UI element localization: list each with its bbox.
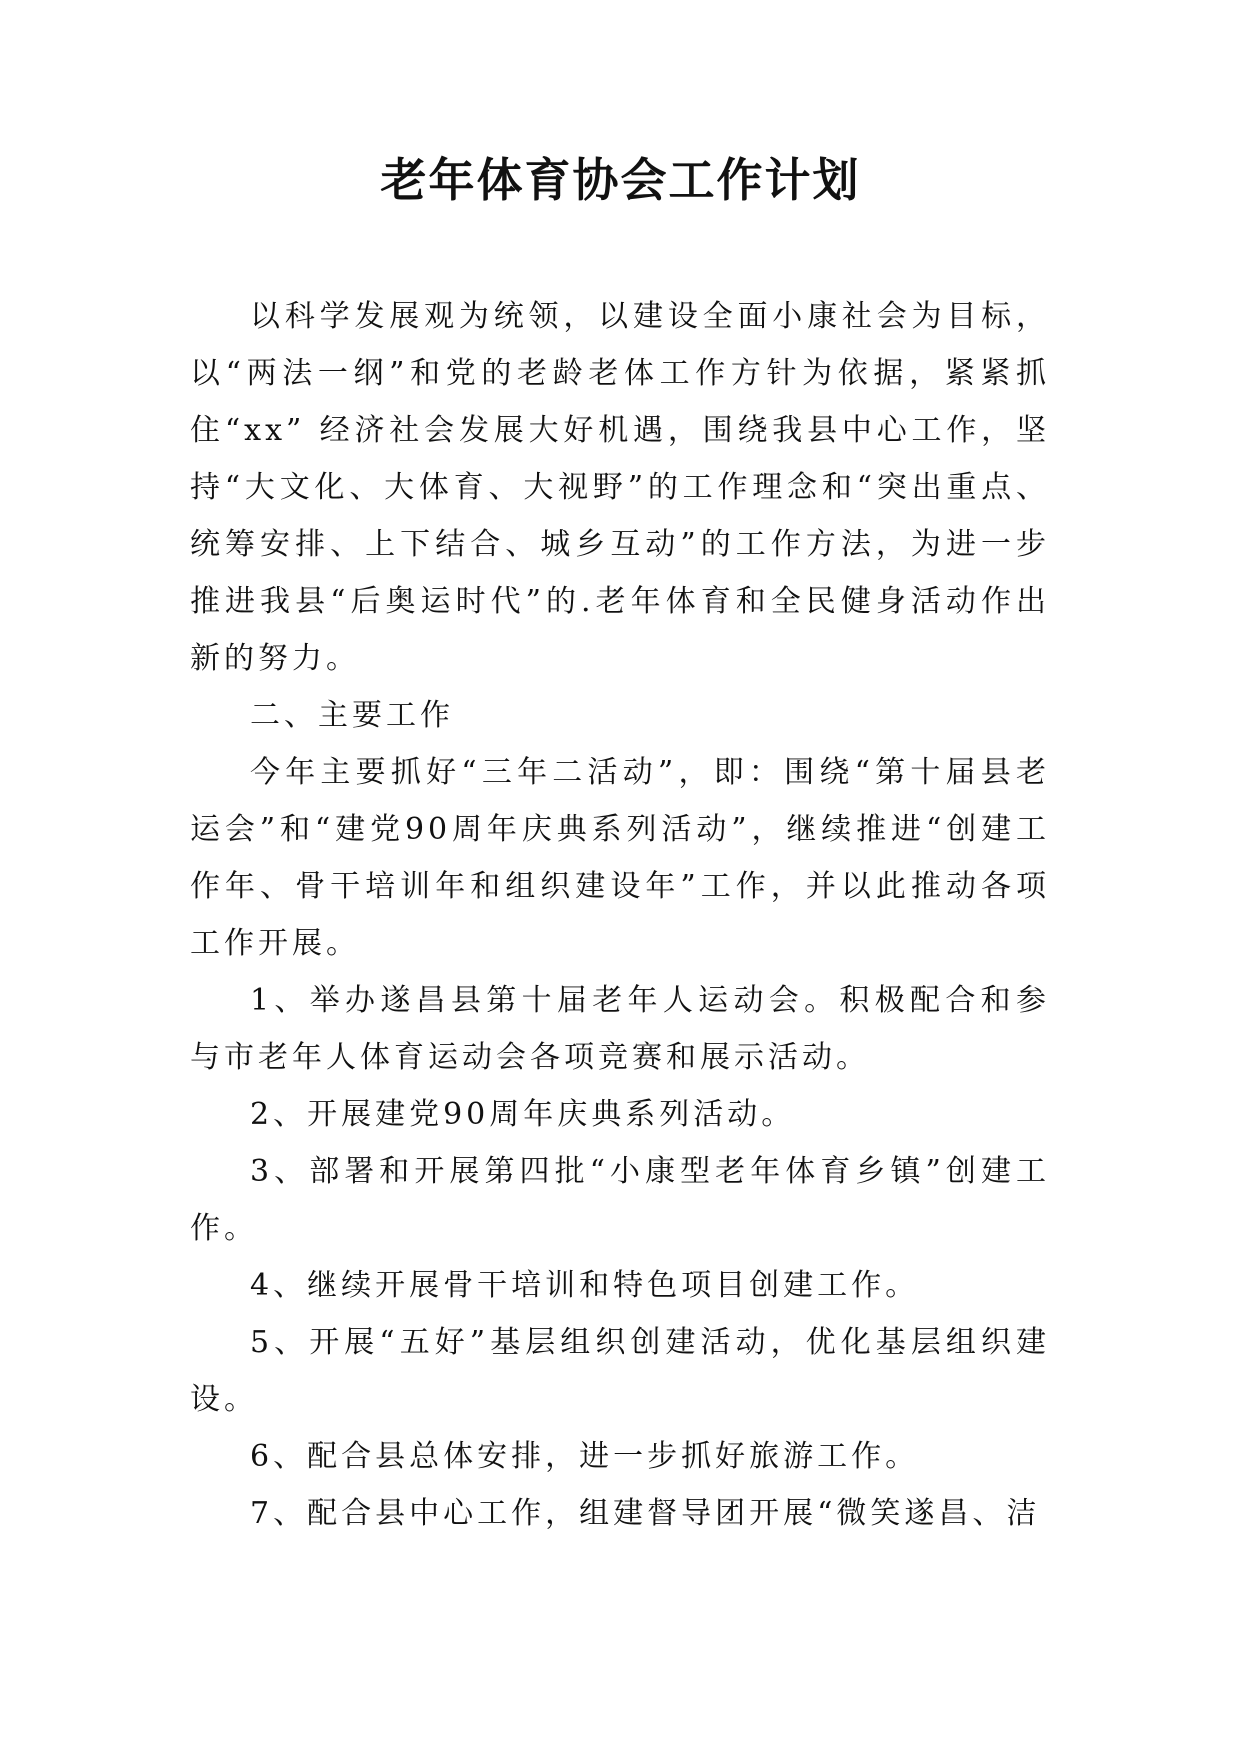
list-item-1: 1、举办遂昌县第十届老年人运动会。积极配合和参与市老年人体育运动会各项竞赛和展示活动。: [190, 983, 1050, 1075]
document-body: [190, 288, 1050, 1542]
list-item-4: 4、继续开展骨干培训和特色项目创建工作。: [250, 1268, 920, 1303]
section-heading-main-work: 二、主要工作: [250, 698, 454, 733]
document-title: 老年体育协会工作计划: [380, 153, 861, 207]
paragraph-intro: 以科学发展观为统领，以建设全面小康社会为目标，以“两法一纲”和党的老龄老体工作方针为依据，紧紧抓住“xx” 经济社会发展大好机遇，围绕我县中心工作，坚持“大文化、大体育、大视野”的工作理念和“突出重点、统筹安排、上下结合、城乡互动”的工作方法，为进一步推进我县“后奥运时代”的.老年体育和全民健身活动作出新的努力。: [190, 299, 1050, 676]
list-item-2: 2、开展建党90周年庆典系列活动。: [250, 1097, 796, 1132]
list-item-5: 5、开展“五好”基层组织创建活动，优化基层组织建设。: [190, 1325, 1050, 1417]
list-item-7: 7、配合县中心工作，组建督导团开展“微笑遂昌、洁: [250, 1496, 1041, 1531]
list-item-3: 3、部署和开展第四批“小康型老年体育乡镇”创建工作。: [190, 1154, 1050, 1246]
list-item-6: 6、配合县总体安排，进一步抓好旅游工作。: [250, 1439, 920, 1474]
paragraph-overview: 今年主要抓好“三年二活动”，即：围绕“第十届县老运会”和“建党90周年庆典系列活动”，继续推进“创建工作年、骨干培训年和组织建设年”工作，并以此推动各项工作开展。: [190, 755, 1050, 961]
